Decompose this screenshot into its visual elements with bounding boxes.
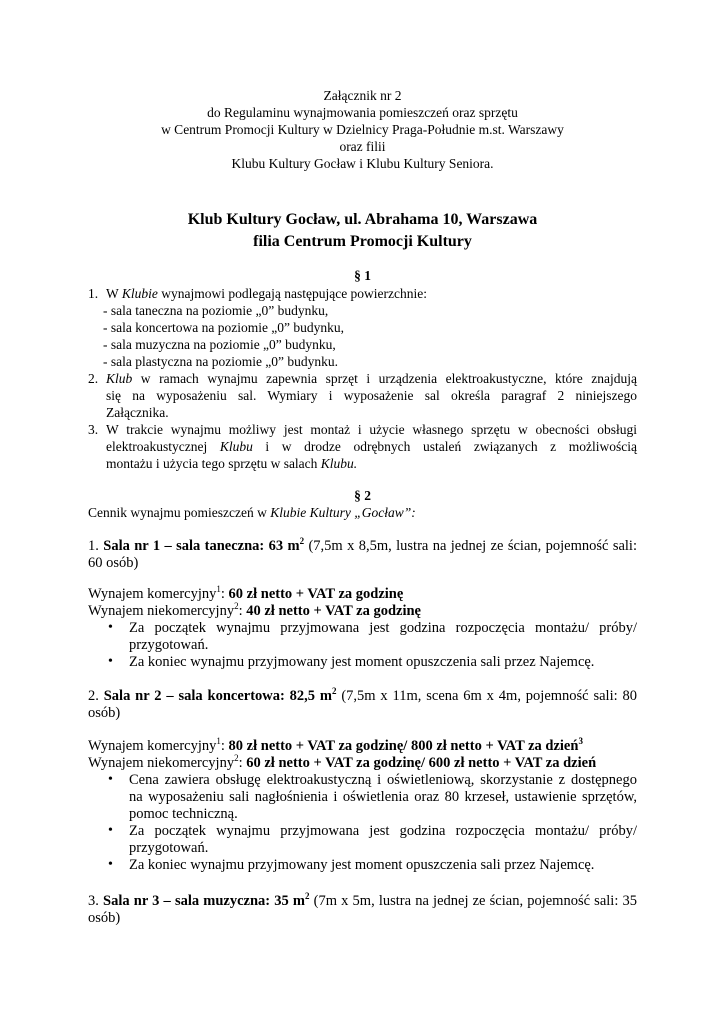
s1-item-2-text: w ramach wynajmu zapewnia sprzęt i urządzenia elektroakustyczne, które znajdują (132, 371, 637, 386)
pricing-intro-em: Klubie Kultury „Gocław”: (270, 505, 416, 520)
room-2-bullet-2-line-2: przygotowań. (129, 840, 209, 856)
room-3-desc-line-2: osób) (88, 910, 121, 926)
room-2-bullet-1-line-2: na wyposażeniu sali nagłośnienia i oświetlenia oraz 80 krzeseł, ustawienie sprzętów, (129, 789, 637, 805)
s1-item-1-em: Klubie (121, 286, 158, 301)
room-3-heading (88, 893, 637, 910)
commercial-price: 80 zł netto + VAT za godzinę/ 800 zł netto + VAT za dzień (228, 738, 579, 754)
room-2-bullet-1-line-1: Cena zawiera obsługę elektroakustyczną i oświetleniową, skorzystanie z dostępnego (129, 772, 637, 788)
commercial-label: Wynajem komercyjny (88, 738, 217, 754)
room-2-desc-line-2: osób) (88, 705, 121, 721)
s1-item-3-pre-2: montażu i użycia tego sprzętu w salach (106, 456, 321, 471)
header-line: Załącznik nr 2 (323, 88, 402, 103)
bullet-icon: • (108, 772, 113, 787)
room-2-commercial-price: Wynajem komercyjny$^1$: 80 zł netto + VAT za godzinę/ 800 zł netto + VAT za dzień$^3$ (88, 736, 583, 754)
footnote-ref: 1 (216, 736, 221, 746)
room-list-item: - sala taneczna na poziomie „0” budynku, (103, 303, 329, 318)
section-2-heading: § 2 (354, 488, 371, 503)
room-2-bullet-3: Za koniec wynajmu przyjmowany jest moment opuszczenia sali przez Najemcę. (129, 857, 595, 873)
s1-item-3-em-2: Klubu. (320, 456, 358, 471)
noncommercial-price: 60 zł netto + VAT za godzinę/ 600 zł netto + VAT za dzień (246, 755, 597, 771)
bullet-icon: • (108, 857, 113, 872)
room-2-desc: (7,5m x 11m, scena 6m x 4m, pojemność sali: 80 (336, 688, 637, 704)
document-title (0, 209, 725, 253)
room-1-sup: 2 (299, 536, 305, 546)
room-2-bullet-2-line-1: Za początek wynajmu przyjmowana jest godzina rozpoczęcia montażu/ próby/ (129, 823, 637, 839)
bullet-icon: • (108, 823, 113, 838)
room-list-item: - sala plastyczna na poziomie „0” budynku. (103, 354, 339, 369)
room-1-desc: (7,5m x 8,5m, lustra na jednej ze ścian, pojemność sali: (304, 538, 637, 554)
room-2-number: 2. (88, 688, 104, 704)
noncommercial-label: Wynajem niekomercyjny (88, 755, 235, 771)
attachment-header (0, 87, 725, 172)
room-1-bullet-1-line-1: Za początek wynajmu przyjmowana jest godzina rozpoczęcia montażu/ próby/ (129, 620, 637, 636)
header-line: Klubu Kultury Gocław i Klubu Kultury Seniora. (231, 156, 494, 171)
pricing-intro-pre: Cennik wynajmu pomieszczeń w (88, 505, 271, 520)
s1-item-2-line-1 (106, 371, 637, 388)
room-1-heading (88, 538, 637, 555)
bullet-icon: • (108, 654, 113, 669)
section-1-heading: § 1 (354, 268, 371, 283)
pricing-intro (88, 505, 416, 522)
room-2-sup: 2 (331, 686, 337, 696)
s1-item-2-line-2: się na wyposażeniu sal. Wymiary i wyposażenie sal określa paragraf 2 niniejszego (106, 388, 637, 403)
room-3-desc: (7m x 5m, lustra na jednej ze ścian, pojemność sali: 35 (309, 893, 637, 909)
room-1-bullet-1-line-2: przygotowań. (129, 637, 209, 653)
room-list-item: - sala koncertowa na poziomie „0” budynku, (103, 320, 345, 335)
s1-item-3-line-1: W trakcie wynajmu możliwy jest montaż i użycie własnego sprzętu w obecności obsługi (106, 422, 637, 437)
title-line-1: Klub Kultury Gocław, ul. Abrahama 10, Warszawa (187, 211, 538, 228)
room-1-desc-line-2: 60 osób) (88, 555, 139, 571)
s1-item-2-line-3: Załącznika. (106, 405, 169, 420)
bullet-icon: • (108, 620, 113, 635)
s1-item-3-pre: elektroakustycznej (106, 439, 220, 454)
room-1-name: Sala nr 1 – sala taneczna: 63 m (103, 538, 300, 554)
s1-item-3-number: 3. (88, 422, 99, 437)
room-2-bullet-1-line-3: pomoc techniczną. (129, 806, 238, 822)
commercial-price: 60 zł netto + VAT za godzinę (228, 586, 404, 602)
footnote-ref: 1 (216, 584, 221, 594)
footnote-ref: 2 (234, 601, 239, 611)
room-list-item: - sala muzyczna na poziomie „0” budynku, (103, 337, 336, 352)
commercial-label: Wynajem komercyjny (88, 586, 217, 602)
room-3-number: 3. (88, 893, 104, 909)
room-1-bullet-2: Za koniec wynajmu przyjmowany jest moment opuszczenia sali przez Najemcę. (129, 654, 595, 670)
s1-item-3-em: Klubu (219, 439, 253, 454)
room-2-heading (88, 688, 637, 705)
noncommercial-label: Wynajem niekomercyjny (88, 603, 235, 619)
room-3-name: Sala nr 3 – sala muzyczna: 35 m (103, 893, 305, 909)
header-line: w Centrum Promocji Kultury w Dzielnicy Praga-Południe m.st. Warszawy (161, 122, 564, 137)
header-line: do Regulaminu wynajmowania pomieszczeń oraz sprzętu (207, 105, 518, 120)
s1-item-3-post: i w drodze odrębnych ustaleń związanych z możliwością (252, 439, 637, 454)
footnote-ref: 3 (578, 736, 583, 746)
s1-item-1-post: wynajmowi podlegają następujące powierzchnie: (157, 286, 428, 301)
s1-item-1-pre: W (106, 286, 122, 301)
s1-item-3-line-2 (106, 439, 637, 456)
s1-item-1-text (106, 286, 427, 303)
header-line: oraz filii (339, 139, 386, 154)
s1-item-2-em: Klub (106, 371, 133, 386)
footnote-ref: 2 (234, 753, 239, 763)
room-2-name: Sala nr 2 – sala koncertowa: 82,5 m (103, 688, 332, 704)
s1-item-3-line-3 (106, 456, 357, 473)
room-1-noncommercial-price: Wynajem niekomercyjny$^2$: 40 zł netto + VAT za godzinę (88, 601, 421, 619)
noncommercial-price: 40 zł netto + VAT za godzinę (246, 603, 421, 619)
s1-item-1-number: 1. (88, 286, 99, 301)
s1-item-2-number: 2. (88, 371, 99, 386)
room-2-noncommercial-price: Wynajem niekomercyjny$^2$: 60 zł netto + VAT za godzinę/ 600 zł netto + VAT za dzień (88, 753, 597, 771)
room-1-commercial-price: Wynajem komercyjny$^1$: 60 zł netto + VAT za godzinę (88, 584, 404, 602)
room-1-number: 1. (88, 538, 104, 554)
room-3-sup: 2 (305, 891, 310, 901)
title-line-2: filia Centrum Promocji Kultury (253, 233, 472, 250)
